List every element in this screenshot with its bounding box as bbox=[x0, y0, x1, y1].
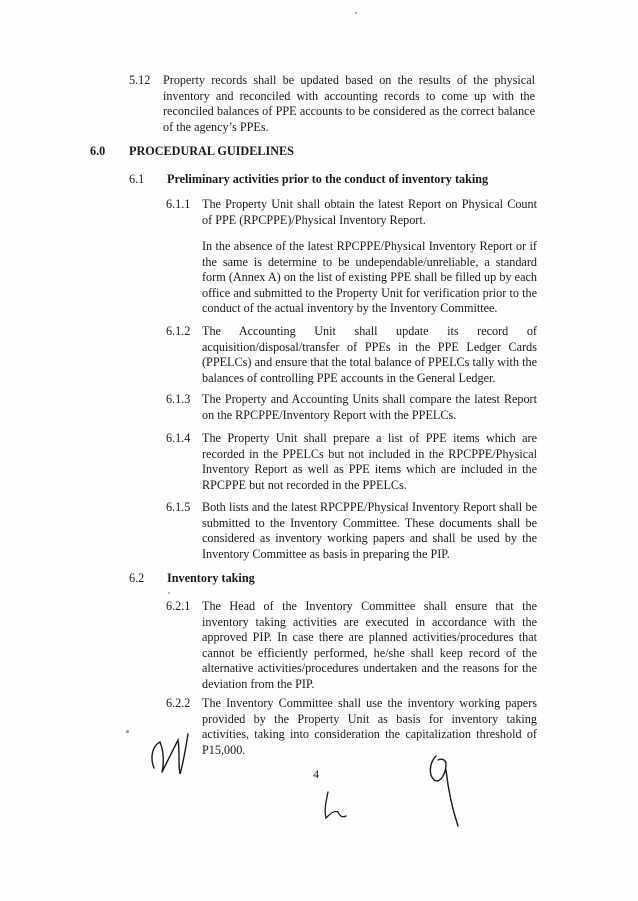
handwritten-initials-center bbox=[320, 788, 350, 824]
page-number: 4 bbox=[313, 767, 319, 781]
section-number: 6.2 bbox=[129, 571, 145, 585]
paragraph-6-1-3: The Property and Accounting Units shall compare the latest Report on the RPCPPE/Inventory Report with the PPELCs. bbox=[202, 392, 537, 422]
paragraph-6-1-5: Both lists and the latest RPCPPE/Physical Inventory Report shall be submitted to the Inventory Committee. These documents shall be considered as inventory working papers and shall be used by the Inventory Committee as basis in preparing the PIP. bbox=[202, 500, 537, 561]
section-number: 6.1 bbox=[129, 172, 145, 186]
paragraph-6-1-4: The Property Unit shall prepare a list of PPE items which are recorded in the PPELCs but not included in the RPCPPE/Physical Inventory Report as well as PPE items which are included in the RPCPPE but not recorded in the PPELCs. bbox=[202, 431, 537, 492]
item-number: 6.1.1 bbox=[166, 197, 191, 211]
section-number: 6.0 bbox=[90, 144, 106, 158]
item-number: 6.1.4 bbox=[166, 431, 191, 445]
paragraph-6-2-2: The Inventory Committee shall use the inventory working papers provided by the Property Unit as basis for inventory taking activities, taking into consideration the capitalization threshold of P15,000. bbox=[202, 696, 537, 757]
paragraph-5-12: Property records shall be updated based on the results of the physical inventory and reconciled with accounting records to come up with the reconciled balances of PPE accounts to be considered as the correct balance of the agency’s PPEs. bbox=[163, 73, 535, 134]
item-number: 6.2.1 bbox=[166, 599, 191, 613]
paragraph-6-1-1: The Property Unit shall obtain the latest Report on Physical Count of PPE (RPCPPE)/Physical Inventory Report. bbox=[202, 197, 537, 227]
paragraph-6-1-2: The Accounting Unit shall update its record of acquisition/disposal/transfer of PPEs in the PPE Ledger Cards (PPELCs) and ensure that the total balance of PPELCs tally with the balances of controlling PPE accounts in the General Ledger. bbox=[202, 324, 537, 385]
section-number: 5.12 bbox=[129, 73, 151, 87]
paragraph-6-2-1: The Head of the Inventory Committee shall ensure that the inventory taking activities are executed in accordance with the approved PIP. In case there are planned activities/procedures that cannot be efficiently performed, he/she shall keep record of the alternative activities/procedures undertaken and the reasons for the deviation from the PIP. bbox=[202, 599, 537, 691]
item-number: 6.2.2 bbox=[166, 696, 191, 710]
section-heading: PROCEDURAL GUIDELINES bbox=[129, 144, 294, 158]
subsection-heading: Preliminary activities prior to the conduct of inventory taking bbox=[167, 172, 489, 186]
subsection-heading: Inventory taking bbox=[167, 571, 255, 585]
scan-speck bbox=[126, 730, 129, 733]
item-number: 6.1.3 bbox=[166, 392, 191, 406]
paragraph-6-1-1-continued: In the absence of the latest RPCPPE/Physical Inventory Report or if the same is determine to be undependable/unreliable, a standard form (Annex A) on the list of existing PPE shall be filled up by each office and submitted to the Property Unit for verification prior to the conduct of the actual inventory by the Inventory Committee. bbox=[202, 239, 537, 316]
item-number: 6.1.2 bbox=[166, 324, 191, 338]
scan-speck bbox=[355, 12, 357, 14]
scan-speck bbox=[168, 592, 170, 594]
item-number: 6.1.5 bbox=[166, 500, 191, 514]
handwritten-initials-right bbox=[420, 752, 468, 832]
handwritten-initials-left bbox=[140, 720, 200, 780]
